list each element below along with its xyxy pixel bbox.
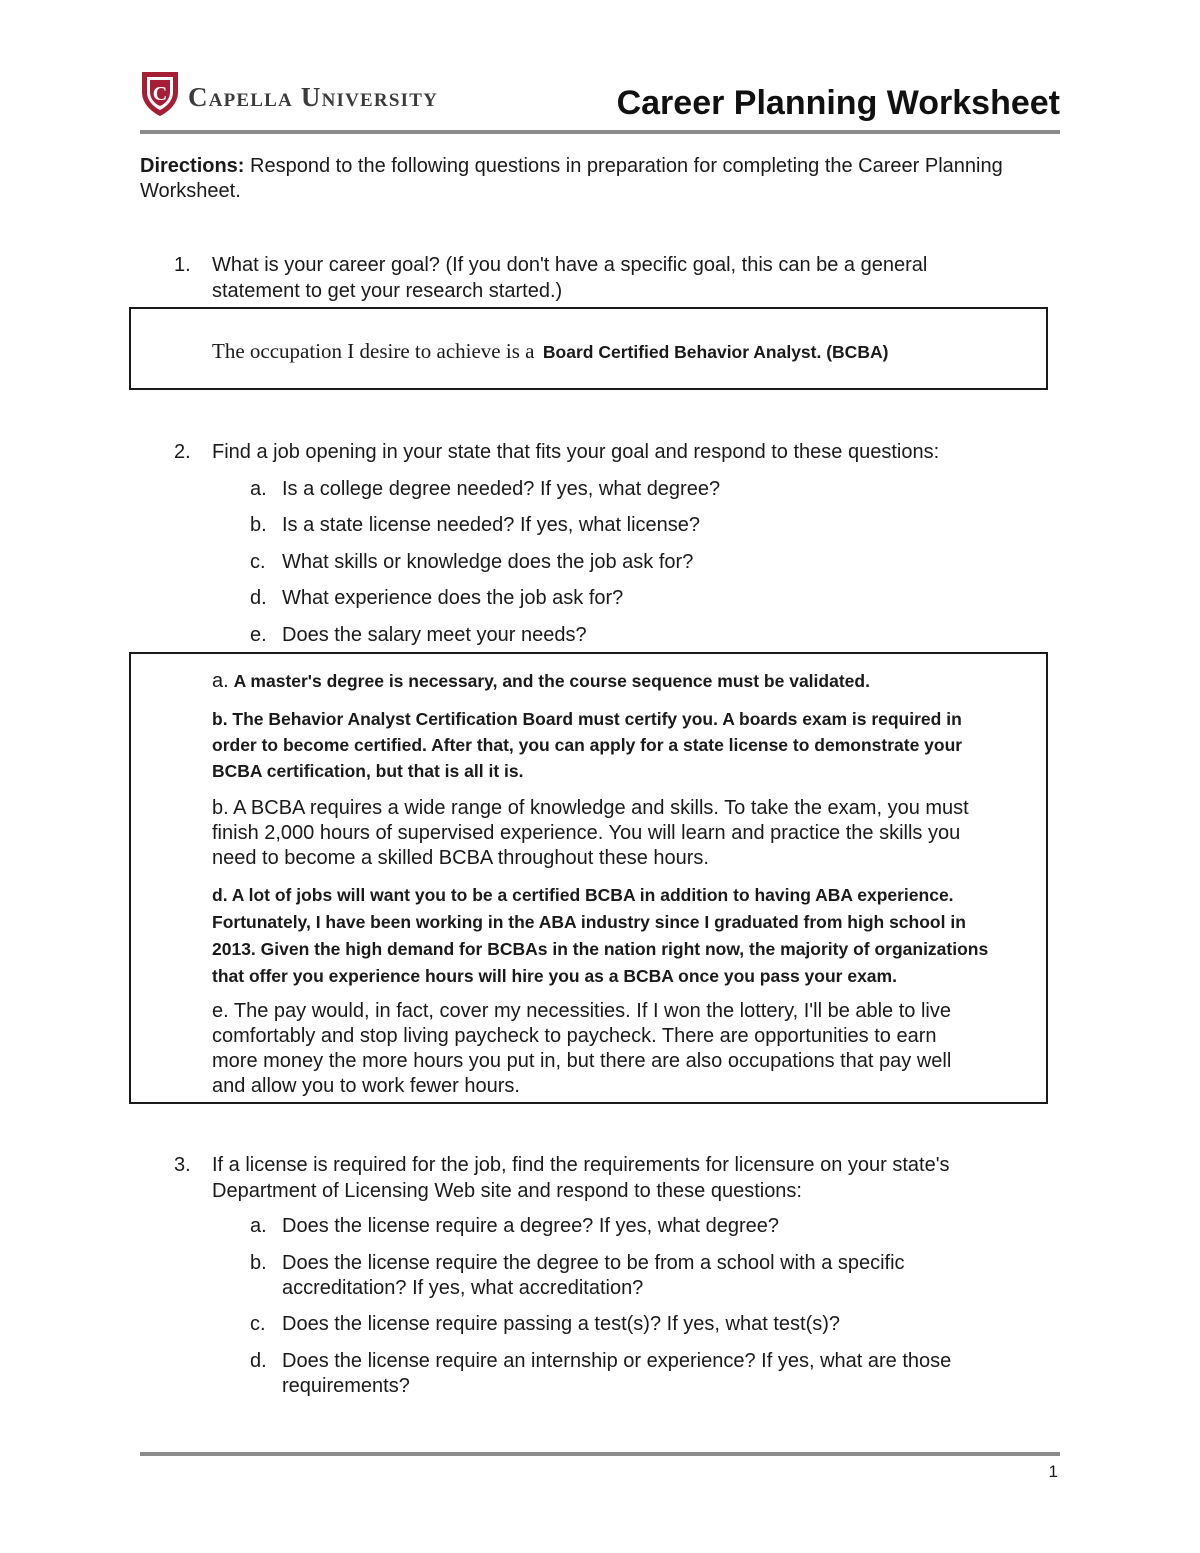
header-divider <box>140 130 1060 134</box>
question-1-line-1: What is your career goal? (If you don't have a specific goal, this can be a general <box>212 254 928 276</box>
answer-2a-letter: a. <box>212 670 229 692</box>
q3-sub-d-line-2: requirements? <box>282 1375 410 1397</box>
answer-box-1 <box>129 307 1048 390</box>
q3-sub-c-text: Does the license require passing a test(s)? If yes, what test(s)? <box>282 1313 841 1335</box>
question-2-text: Find a job opening in your state that fits your goal and respond to these questions: <box>212 441 940 463</box>
directions <box>140 154 1040 204</box>
page-number: 1 <box>1048 1462 1058 1481</box>
university-name: Capella University <box>188 82 438 112</box>
answer-2a <box>212 668 870 694</box>
svg-text:C: C <box>152 83 168 105</box>
q3-sub-b-letter: b. <box>250 1252 267 1274</box>
question-1-line-2: statement to get your research started.) <box>212 280 563 302</box>
answer-1-lead: The occupation I desire to achieve is a <box>212 339 535 363</box>
answer-2d-line-1: d. A lot of jobs will want you to be a certified BCBA in addition to having ABA experience. <box>212 885 954 905</box>
q2-sub-c-letter: c. <box>250 551 266 573</box>
q2-sub-e-letter: e. <box>250 624 267 646</box>
q2-sub-d-text: What experience does the job ask for? <box>282 587 624 609</box>
q2-sub-b-text: Is a state license needed? If yes, what license? <box>282 514 701 536</box>
page-title: Career Planning Worksheet <box>616 84 1060 122</box>
answer-1 <box>212 339 888 364</box>
q3-sub-b-line-1: Does the license require the degree to be from a school with a specific <box>282 1252 905 1274</box>
answer-2b-line-2: order to become certified. After that, you can apply for a state license to demonstrate your <box>212 735 963 755</box>
question-3-line-1: If a license is required for the job, find the requirements for licensure on your state's <box>212 1154 950 1176</box>
question-3-line-2: Department of Licensing Web site and respond to these questions: <box>212 1180 802 1202</box>
q3-sub-c-letter: c. <box>250 1313 266 1335</box>
answer-2d-line-4: that offer you experience hours will hire you as a BCBA once you pass your exam. <box>212 966 897 986</box>
q2-sub-b-letter: b. <box>250 514 267 536</box>
q2-sub-a-text: Is a college degree needed? If yes, what degree? <box>282 478 721 500</box>
answer-1-tail: Board Certified Behavior Analyst. (BCBA) <box>542 342 889 362</box>
answer-2d-line-2: Fortunately, I have been working in the ABA industry since I graduated from high school in <box>212 912 966 932</box>
q3-sub-a-text: Does the license require a degree? If yes, what degree? <box>282 1215 779 1237</box>
answer-2a-text: A master's degree is necessary, and the course sequence must be validated. <box>233 671 870 691</box>
question-3-number: 3. <box>174 1154 191 1176</box>
q3-sub-b-line-2: accreditation? If yes, what accreditation? <box>282 1277 644 1299</box>
answer-2e-line-3: more money the more hours you put in, but there are also occupations that pay well <box>212 1050 952 1072</box>
answer-2e-line-2: comfortably and stop living paycheck to paycheck. There are opportunities to earn <box>212 1025 937 1047</box>
q2-sub-c-text: What skills or knowledge does the job ask for? <box>282 551 694 573</box>
q3-sub-a-letter: a. <box>250 1215 267 1237</box>
footer-divider <box>140 1452 1060 1456</box>
answer-2d-line-3: 2013. Given the high demand for BCBAs in the nation right now, the majority of organizations <box>212 939 989 959</box>
directions-label: Directions: <box>140 155 245 177</box>
question-1-number: 1. <box>174 254 191 276</box>
answer-2e-line-1: e. The pay would, in fact, cover my necessities. If I won the lottery, I'll be able to live <box>212 1000 951 1022</box>
answer-2b-line-3: BCBA certification, but that is all it is. <box>212 761 524 781</box>
shield-icon <box>140 70 180 118</box>
answer-2c-line-2: finish 2,000 hours of supervised experience. You will learn and practice the skills you <box>212 822 961 844</box>
answer-2e-line-4: and allow you to work fewer hours. <box>212 1075 520 1097</box>
answer-2c-line-3: need to become a skilled BCBA throughout these hours. <box>212 847 709 869</box>
answer-2c-line-1: b. A BCBA requires a wide range of knowledge and skills. To take the exam, you must <box>212 797 969 819</box>
question-2-number: 2. <box>174 441 191 463</box>
q2-sub-d-letter: d. <box>250 587 267 609</box>
directions-text: Respond to the following questions in preparation for completing the Career Planning Worksheet. <box>140 155 1003 202</box>
q3-sub-d-line-1: Does the license require an internship or experience? If yes, what are those <box>282 1350 952 1372</box>
q3-sub-d-letter: d. <box>250 1350 267 1372</box>
q2-sub-a-letter: a. <box>250 478 267 500</box>
answer-2b-line-1: b. The Behavior Analyst Certification Board must certify you. A boards exam is required in <box>212 709 962 729</box>
answer-box-2 <box>129 652 1048 1104</box>
q2-sub-e-text: Does the salary meet your needs? <box>282 624 587 646</box>
university-logo <box>140 70 450 120</box>
